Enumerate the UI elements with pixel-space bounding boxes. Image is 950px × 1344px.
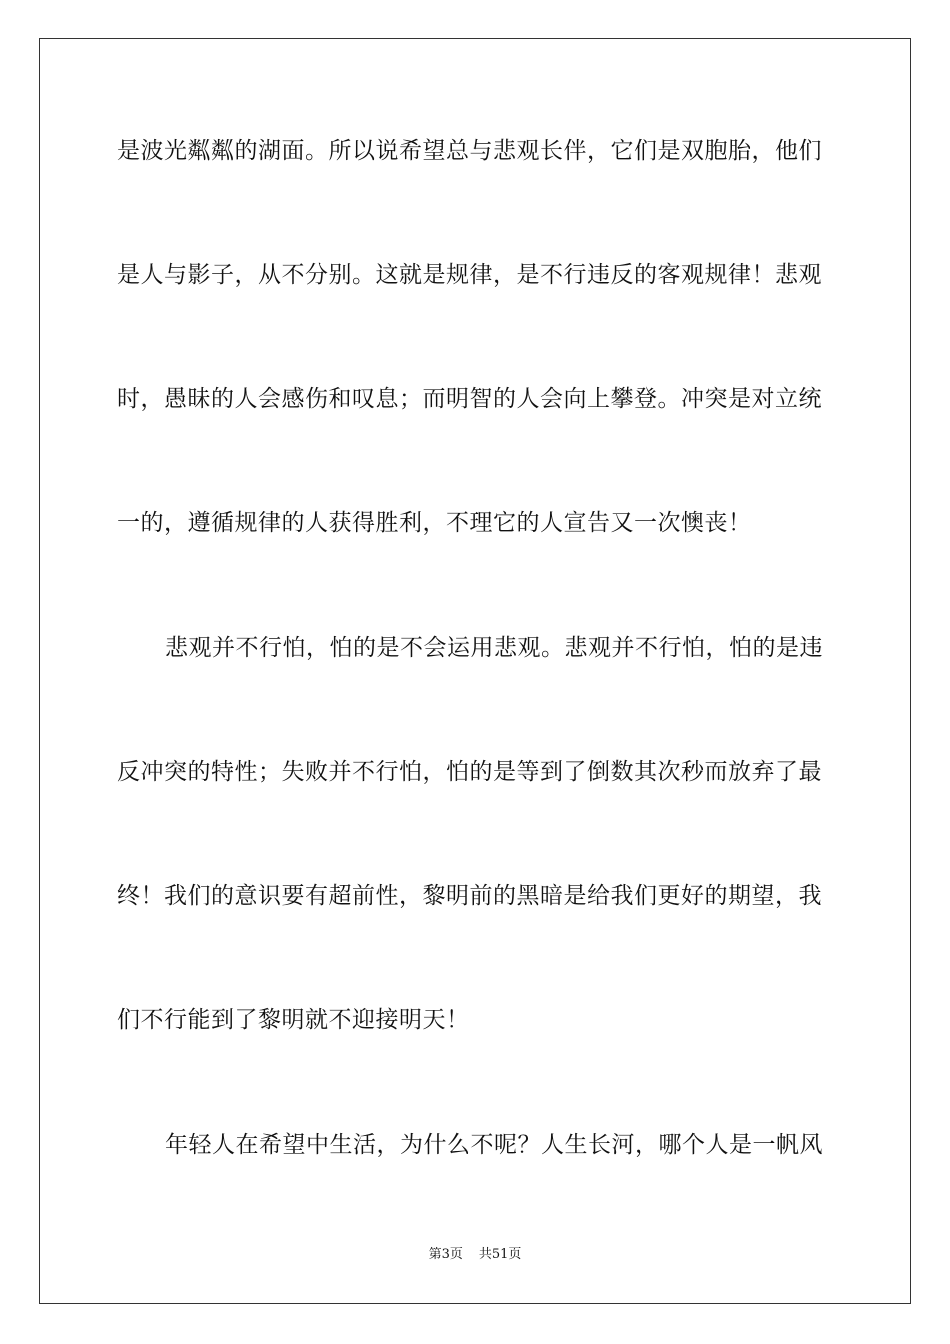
paragraph-line: 是人与影子，从不分别。这就是规律，是不行违反的客观规律！悲观 <box>117 262 822 288</box>
paragraph-line: 终！我们的意识要有超前性，黎明前的黑暗是给我们更好的期望，我 <box>117 883 822 909</box>
paragraph-line: 悲观并不行怕，怕的是不会运用悲观。悲观并不行怕，怕的是违 <box>165 635 823 661</box>
paragraph-line: 反冲突的特性；失败并不行怕，怕的是等到了倒数其次秒而放弃了最 <box>117 759 822 785</box>
paragraph-line: 一的，遵循规律的人获得胜利，不理它的人宣告又一次懊丧！ <box>117 510 752 536</box>
page-number: 第3页 <box>428 1247 463 1262</box>
page-total: 共51页 <box>478 1247 522 1262</box>
paragraph-line: 时，愚昧的人会感伤和叹息；而明智的人会向上攀登。冲突是对立统 <box>117 386 822 412</box>
page-footer <box>0 1246 950 1264</box>
paragraph-line: 年轻人在希望中生活，为什么不呢？人生长河，哪个人是一帆风 <box>165 1132 823 1158</box>
paragraph-line: 们不行能到了黎明就不迎接明天！ <box>117 1007 470 1033</box>
paragraph-line: 是波光粼粼的湖面。所以说希望总与悲观长伴，它们是双胞胎，他们 <box>117 138 822 164</box>
page-border <box>39 38 911 1304</box>
